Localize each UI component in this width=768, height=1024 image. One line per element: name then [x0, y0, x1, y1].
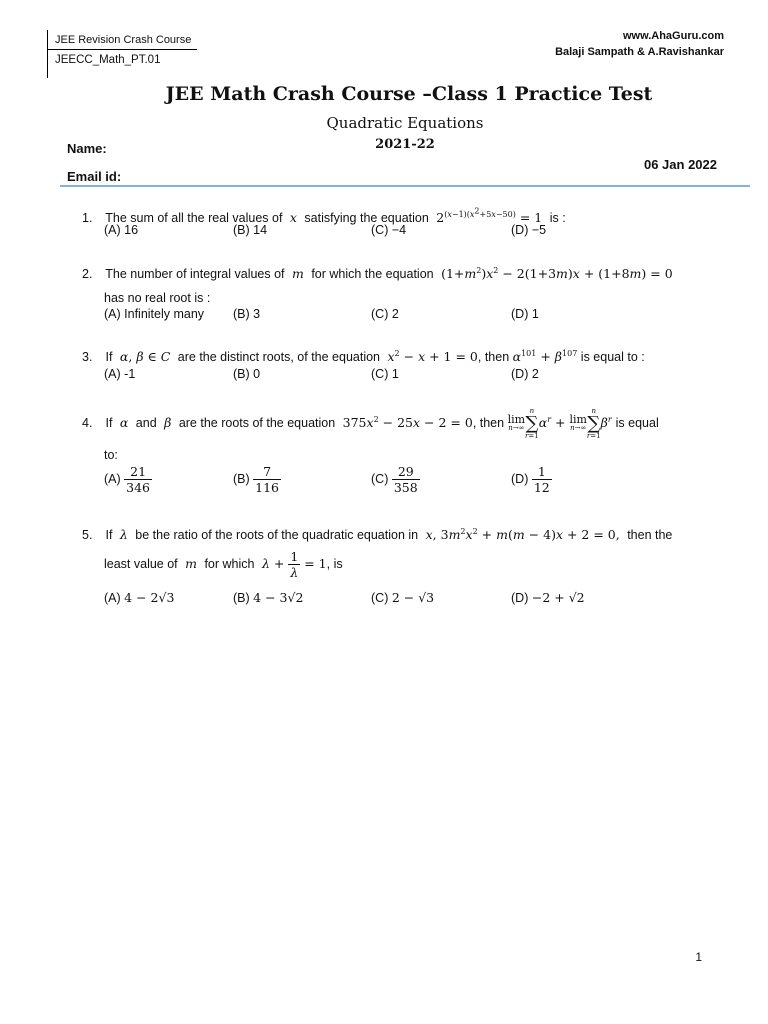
- question-2: [82, 263, 673, 282]
- question-text: , then: [477, 350, 510, 365]
- course-name: JEE Revision Crash Course: [55, 34, 192, 46]
- question-text: is :: [549, 210, 566, 225]
- question-text: is equal: [615, 416, 659, 431]
- option-c: (C) −4: [371, 223, 407, 237]
- option-a: (A) 4 − 2√3: [104, 590, 175, 605]
- math-expression: β: [160, 415, 176, 431]
- question-text: then the: [627, 528, 673, 543]
- option-a: (A) $\frac{21}{346}$: [104, 464, 151, 495]
- question-1: [82, 203, 566, 226]
- page-subtitle: Quadratic Equations: [326, 114, 484, 132]
- option-a: (A) -1: [104, 367, 136, 381]
- option-b: (B) 4 − 3√2: [233, 590, 304, 605]
- question-text: , is: [326, 557, 343, 571]
- page-number: 1: [695, 950, 702, 964]
- question-text: are the distinct roots, of the equation: [177, 350, 381, 365]
- option-a: (A) Infinitely many: [104, 307, 205, 321]
- question-text: , then: [472, 416, 505, 431]
- question-text: The number of integral values of: [105, 267, 285, 282]
- math-expression: x, $3m^2x^2 + m(m - 4)x + 2 = 0$,: [425, 527, 624, 543]
- question-text: are the roots of the equation: [178, 416, 336, 431]
- option-b: (B) 3: [233, 307, 261, 321]
- academic-year: 2021-22: [375, 137, 435, 152]
- math-expression: α, β ∈ C: [119, 349, 171, 365]
- question-text: for which: [204, 557, 255, 571]
- math-expression: lim n→∞ n ∑ r=1 $\alpha^r + \lim$ n→∞ n ∑ r=1 $\beta^r$: [507, 406, 612, 440]
- option-d: (D) 1: [511, 307, 539, 321]
- header-rule: [60, 185, 750, 187]
- question-2-line-2: has no real root is :: [104, 291, 211, 305]
- question-number: 4.: [82, 416, 93, 431]
- option-c: (C) 2 − √3: [371, 590, 435, 605]
- option-c: (C) $\frac{29}{358}$: [371, 464, 418, 495]
- question-text: for which the equation: [311, 267, 434, 282]
- question-text: satisfying the equation: [304, 210, 429, 225]
- question-4-line-2: to:: [104, 448, 118, 462]
- question-number: 3.: [82, 350, 93, 365]
- math-expression: $\alpha^{101} + \beta^{107}$: [512, 349, 578, 365]
- math-expression: m: [288, 266, 308, 282]
- page-title: JEE Math Crash Course –Class 1 Practice Test: [165, 83, 653, 105]
- name-label: Name:: [67, 141, 107, 156]
- option-d: (D) 2: [511, 367, 539, 381]
- option-d: (D) −2 + √2: [511, 590, 585, 605]
- question-text: If: [105, 528, 113, 543]
- math-expression: $x^2 - x + 1 = 0$: [387, 349, 478, 365]
- website: www.AhaGuru.com: [622, 30, 724, 42]
- question-text: is equal to :: [580, 350, 645, 365]
- math-expression: m: [181, 556, 201, 571]
- question-number: 2.: [82, 267, 93, 282]
- question-text: If: [105, 416, 113, 431]
- option-b: (B) 0: [233, 367, 261, 381]
- question-5-line-2: [104, 549, 343, 580]
- option-a: (A) 16: [104, 223, 139, 237]
- question-4: [82, 405, 659, 441]
- option-c: (C) 2: [371, 307, 399, 321]
- math-expression: x: [285, 209, 301, 225]
- option-d: (D) −5: [511, 223, 547, 237]
- email-label: Email id:: [67, 169, 122, 184]
- math-expression: λ: [115, 527, 132, 543]
- math-expression: $2^{(x-1)(x^2+5x-50)} = 1$: [432, 206, 547, 225]
- question-text: and: [135, 416, 157, 431]
- question-number: 5.: [82, 528, 93, 543]
- question-text: The sum of all the real values of: [105, 210, 283, 225]
- option-c: (C) 1: [371, 367, 399, 381]
- header-divider-vertical: [47, 30, 48, 78]
- option-d: (D) $\frac{1}{12}$: [511, 464, 550, 495]
- course-header-box: [47, 30, 197, 70]
- test-date: 06 Jan 2022: [643, 157, 717, 172]
- option-b: (B) $\frac{7}{116}$: [233, 464, 280, 495]
- option-b: (B) 14: [233, 223, 268, 237]
- question-text: be the ratio of the roots of the quadratic equation in: [135, 528, 419, 543]
- question-text: least value of: [104, 557, 178, 571]
- question-text: If: [105, 350, 113, 365]
- math-expression: $(1+m^2)x^2 - 2(1+3m)x + (1+8m) = 0$: [437, 266, 673, 282]
- math-expression: λ + $\frac{1}{\lambda}$ = 1: [261, 549, 327, 580]
- authors: Balaji Sampath & A.Ravishankar: [555, 46, 724, 58]
- question-5: [82, 524, 672, 543]
- test-code: JEECC_Math_PT.01: [55, 54, 161, 66]
- math-expression: $375x^2 - 25x - 2 = 0$: [338, 415, 473, 431]
- math-expression: α: [115, 415, 133, 431]
- question-3: [82, 346, 645, 365]
- question-number: 1.: [82, 210, 93, 225]
- header-divider-horizontal: [47, 49, 197, 50]
